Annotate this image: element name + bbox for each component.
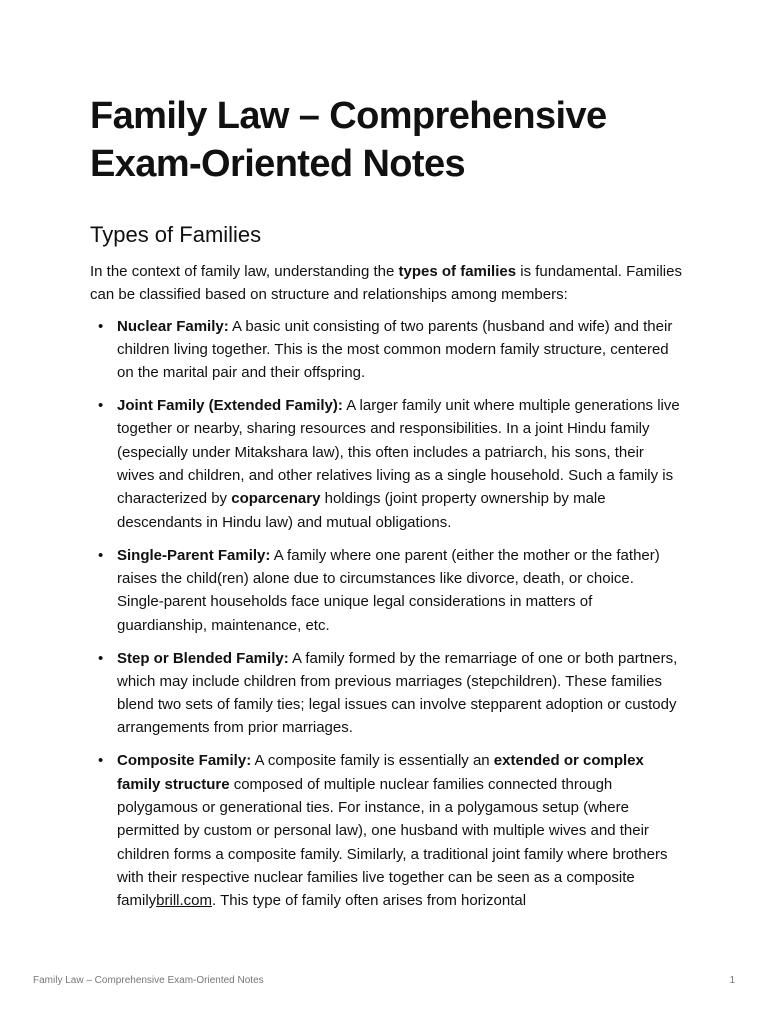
footer-title: Family Law – Comprehensive Exam-Oriented Notes	[33, 975, 264, 986]
bullet-icon: •	[98, 397, 104, 415]
page-number: 1	[729, 975, 735, 986]
list-item-blended-family	[90, 647, 682, 740]
item-term: Single-Parent Family:	[117, 546, 271, 564]
item-term: Nuclear Family:	[117, 317, 229, 335]
intro-paragraph	[90, 260, 682, 307]
item-bold-term: extended or complex family structure	[117, 752, 644, 793]
item-text: A family formed by the remarriage of one or both partners, which may include children from previous marriages (stepchildren). These families blend two sets of family ties; legal issues can involve stepparent adoption or custody arrangements from prior marriages.	[117, 649, 678, 737]
page-footer	[33, 975, 735, 986]
item-term: Joint Family (Extended Family):	[117, 397, 343, 415]
intro-bold: types of families	[398, 263, 517, 280]
item-text: holdings (joint property ownership by male descendants in Hindu law) and mutual obligations.	[117, 490, 606, 531]
family-types-list	[90, 315, 682, 913]
page-content	[90, 92, 682, 922]
list-item-composite-family	[90, 749, 682, 912]
item-text: composed of multiple nuclear families connected through polygamous or generational ties. For instance, in a polygamous setup (where permitted by custom or personal law), one husband with multiple wives and their children forms a composite family. Similarly, a traditional joint family where brothers with their respective nuclear families live together can be seen as a composite family	[117, 775, 668, 910]
item-term: Step or Blended Family:	[117, 649, 289, 667]
bullet-icon: •	[98, 752, 104, 770]
list-item-nuclear-family	[90, 315, 682, 385]
intro-text-before: In the context of family law, understanding the	[90, 263, 399, 280]
item-text: A larger family unit where multiple generations live together or nearby, sharing resources and responsibilities. In a joint Hindu family (especially under Mitakshara law), this often includes a patriarch, his sons, their wives and children, and other relatives living as a single household. Such a family is characterized by	[117, 397, 680, 508]
list-item-joint-family	[90, 394, 682, 534]
intro-text-after: is fundamental. Families can be classified based on structure and relationships among members:	[90, 263, 682, 304]
item-text: A basic unit consisting of two parents (husband and wife) and their children living together. This is the most common modern family structure, centered on the marital pair and their offspring.	[117, 317, 673, 382]
section-heading: Types of Families	[90, 222, 262, 247]
item-text: . This type of family often arises from horizontal	[212, 892, 527, 910]
item-bold-term: coparcenary	[231, 490, 321, 508]
bullet-icon: •	[98, 546, 104, 564]
list-item-single-parent-family	[90, 544, 682, 637]
source-link[interactable]: brill.com	[156, 892, 213, 910]
item-text: A family where one parent (either the mother or the father) raises the child(ren) alone due to circumstances like divorce, death, or choice. Single-parent households face unique legal considerations in matters of guardianship, maintenance, etc.	[117, 546, 660, 634]
bullet-icon: •	[98, 317, 104, 335]
page-title: Family Law – Comprehensive Exam-Oriented Notes	[90, 95, 607, 185]
bullet-icon: •	[98, 649, 104, 667]
item-term: Composite Family:	[117, 752, 252, 770]
item-text: A composite family is essentially an	[251, 752, 494, 770]
